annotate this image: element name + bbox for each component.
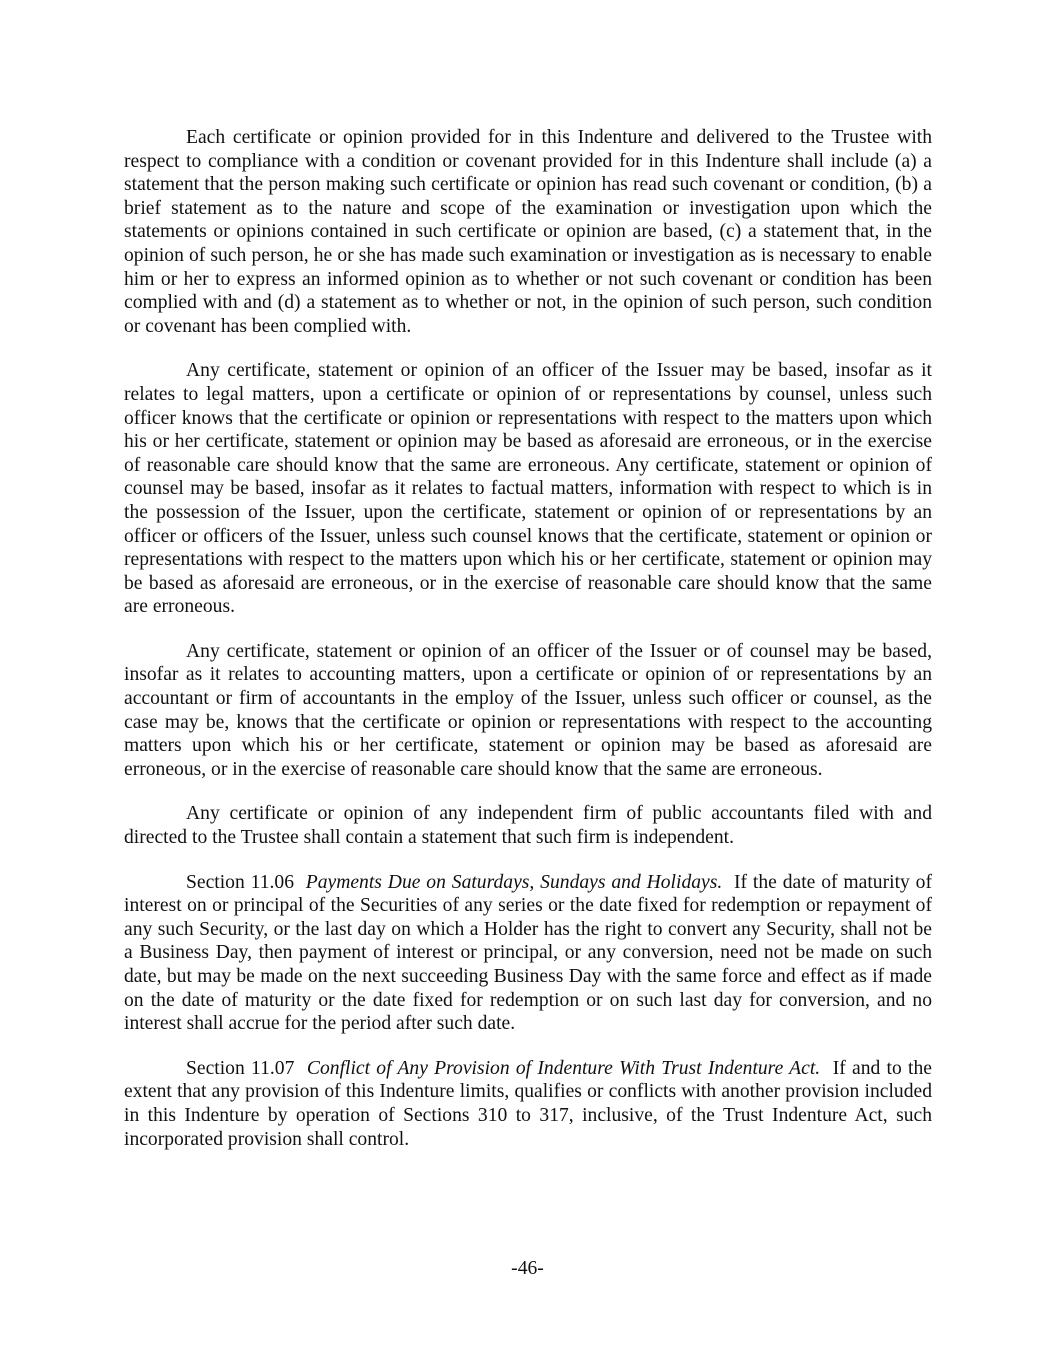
paragraph-independent-accountants: Any certificate or opinion of any independent firm of public accountants filed with and directed to the Trustee shall contain a statement that such firm is independent. [124, 803, 932, 849]
section-body: If the date of maturity of interest on or principal of the Securities of any series or the date fixed for redemption or repayment of any such Security, or the last day on which a Holder has the right to convert any Security, shall not be a Business Day, then payment of interest or principal, or any conversion, need not be made on such date, but may be made on the next succeeding Business Day with the same force and effect as if made on the date of maturity or the date fixed for redemption or on such last day for conversion, and no interest shall accrue for the period after such date. [124, 871, 933, 1035]
section-title: Conflict of Any Provision of Indenture With Trust Indenture Act. [306, 1057, 821, 1079]
section-body: If and to the extent that any provision of this Indenture limits, qualifies or conflicts with another provision included in this Indenture by operation of Sections 310 to 317, inclusive, of the Trust Indenture Act, such incorporated provision shall control. [124, 1057, 932, 1150]
section-number: Section 11.07 [186, 1057, 295, 1079]
section-title: Payments Due on Saturdays, Sundays and Holidays. [305, 871, 723, 893]
paragraph-certificate-contents: Each certificate or opinion provided for in this Indenture and delivered to the Trustee with respect to compliance with a condition or covenant provided for in this Indenture shall include (a) a statement that the person making such certificate or opinion has read such covenant or condition, (b) a brief statement as to the nature and scope of the examination or investigation upon which the statements or opinions contained in such certificate or opinion are based, (c) a statement that, in the opinion of such person, he or she has made such examination or investigation as is necessary to enable him or her to express an informed opinion as to whether or not such covenant or condition has been complied with and (d) a statement as to whether or not, in the opinion of such person, such condition or covenant has been complied with. [124, 127, 932, 337]
section-11-07 [124, 1057, 932, 1151]
page-number: -46- [511, 1258, 544, 1279]
paragraph-officer-opinion: Any certificate, statement or opinion of an officer of the Issuer may be based, insofar as it relates to legal matters, upon a certificate or opinion of or representations by counsel, unless such officer knows that the certificate or opinion or representations with respect to the matters upon which his or her certificate, statement or opinion may be based as aforesaid are erroneous, or in the exercise of reasonable care should know that the same are erroneous. Any certificate, statement or opinion of counsel may be based, insofar as it relates to factual matters, information with respect to which is in the possession of the Issuer, upon the certificate, statement or opinion of or representations by an officer or officers of the Issuer, unless such counsel knows that the certificate, statement or opinion or representations with respect to the matters upon which his or her certificate, statement or opinion may be based as aforesaid are erroneous, or in the exercise of reasonable care should know that the same are erroneous. [124, 360, 932, 618]
document-body [124, 126, 932, 1172]
section-number: Section 11.06 [186, 871, 294, 893]
section-11-06 [124, 871, 932, 1036]
paragraph-accounting-matters: Any certificate, statement or opinion of an officer of the Issuer or of counsel may be based, insofar as it relates to accounting matters, upon a certificate or opinion of or representations by an accountant or firm of accountants in the employ of the Issuer, unless such officer or counsel, as the case may be, knows that the certificate or opinion or representations with respect to the accounting matters upon which his or her certificate, statement or opinion may be based as aforesaid are erroneous, or in the exercise of reasonable care should know that the same are erroneous. [124, 640, 932, 780]
